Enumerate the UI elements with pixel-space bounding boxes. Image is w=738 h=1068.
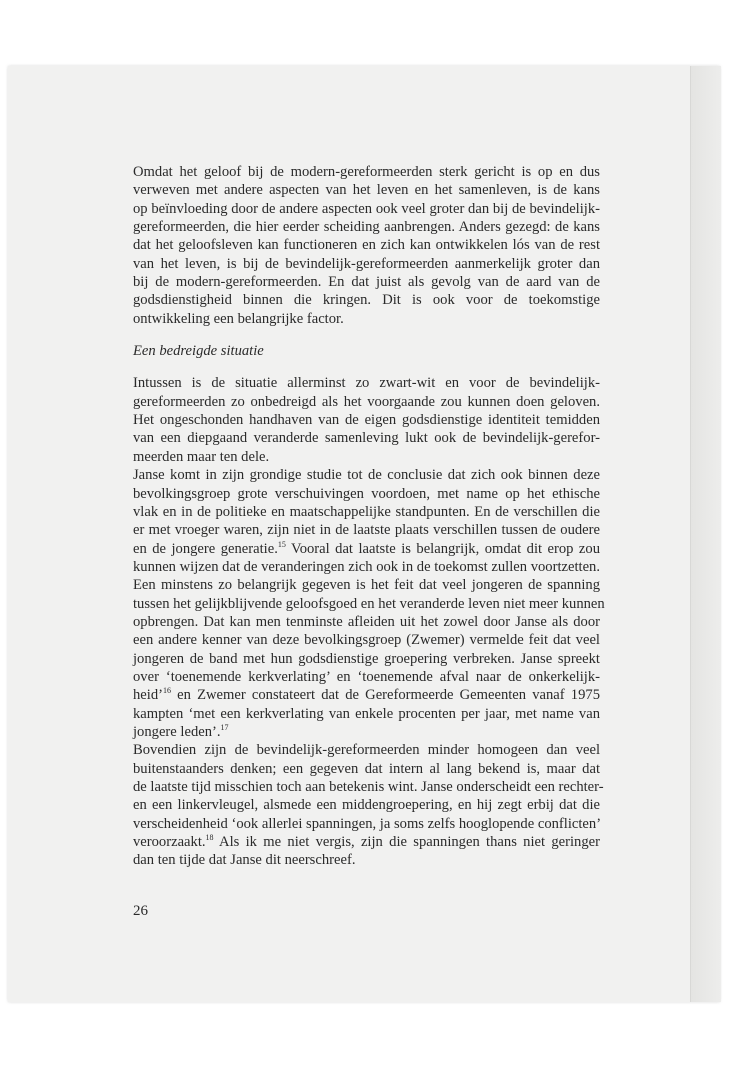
text-line: Bovendien zijn de bevindelijk-gereformeerden minder homogeen dan veel bbox=[133, 742, 600, 759]
text-line: kampten ‘met een kerkverlating van enkele procenten per jaar, met name van bbox=[133, 705, 600, 722]
text-line: veroorzaakt.$^{18}$ Als ik me niet vergis, zijn die spanningen thans niet geringer bbox=[133, 833, 600, 851]
text-line: van het leven, is bij de bevindelijk-gereformeerden aanmerkelijk groter dan bbox=[133, 255, 600, 272]
text-line: Omdat het geloof bij de modern-gereformeerden sterk gericht is op en dus bbox=[133, 164, 600, 180]
text-line: godsdienstigheid binnen die kringen. Dit is ook voor de toekomstige bbox=[133, 292, 600, 309]
text-line: gereformeerden, die hier eerder scheiding aanbrengen. Anders gezegd: de kans bbox=[133, 219, 600, 236]
text-line: kunnen wijzen dat de veranderingen zich ook in de toekomst zullen voortzetten. bbox=[133, 558, 600, 575]
section-bedreigde-situatie bbox=[133, 374, 605, 869]
paragraph bbox=[133, 163, 600, 328]
text-line: dat het geloofsleven kan functioneren en zich kan ontwikkelen lós van de rest bbox=[133, 237, 600, 254]
text-line: tussen het gelijkblijvende geloofsgoed en het veranderde leven niet meer kunnen bbox=[133, 595, 605, 612]
paragraph bbox=[133, 466, 605, 741]
text-line: heid’$^{16}$ en Zwemer constateert dat de Gereformeerde Gemeenten vanaf 1975 bbox=[133, 686, 600, 704]
text-line: ontwikkeling een belangrijke factor. bbox=[133, 310, 344, 327]
page-number: 26 bbox=[133, 903, 148, 919]
page-edge-shadow bbox=[690, 66, 721, 1002]
text-line: opbrengen. Dat kan men tenminste afleiden uit het zowel door Janse als door bbox=[133, 613, 600, 630]
text-line: dan ten tijde dat Janse dit neerschreef. bbox=[133, 852, 356, 869]
text-line: een andere kenner van deze bevolkingsgroep (Zwemer) vermelde feit dat veel bbox=[133, 632, 600, 649]
body-text bbox=[133, 163, 605, 870]
text-line: bevolkingsgroep grote verschuivingen voordoen, met name op het ethische bbox=[133, 485, 600, 502]
text-line: de laatste tijd misschien toch aan betekenis wint. Janse onderscheidt een rechter- bbox=[133, 779, 604, 795]
text-line: Intussen is de situatie allerminst zo zwart-wit en voor de bevindelijk- bbox=[133, 375, 600, 392]
text-line: van een diepgaand veranderde samenleving lukt ook de bevindelijk-gerefor- bbox=[133, 430, 600, 447]
text-line: Een minstens zo belangrijk gegeven is het feit dat veel jongeren de spanning bbox=[133, 577, 600, 594]
text-line: jongere leden’.$^{17}$ bbox=[133, 722, 229, 740]
text-line: Janse komt in zijn grondige studie tot de conclusie dat zich ook binnen deze bbox=[133, 467, 600, 484]
text-line: vlak en in de politieke en maatschappelijke standpunten. En de verschillen die bbox=[133, 503, 600, 520]
text-line: jongeren de band met hun godsdienstige groepering verbreken. Janse spreekt bbox=[133, 650, 600, 667]
text-line: en de jongere generatie.$^{15}$ Vooral dat laatste is belangrijk, omdat dit erop zou bbox=[133, 539, 600, 557]
text-line: bij de modern-gereformeerden. En dat juist als gevolg van de aard van de bbox=[133, 274, 600, 291]
footnote-ref: 16 bbox=[163, 686, 171, 696]
footnote-ref: 15 bbox=[277, 539, 286, 549]
section-intro bbox=[133, 163, 600, 328]
text-line: over ‘toenemende kerkverlating’ en ‘toenemende afval naar de onkerkelijk- bbox=[133, 668, 600, 685]
paragraph bbox=[133, 741, 604, 869]
text-line: meerden maar ten dele. bbox=[133, 448, 270, 465]
section-heading: Een bedreigde situatie bbox=[133, 343, 264, 360]
text-line: verscheidenheid ‘ook allerlei spanningen, ja soms zelfs hooglopende conflicten’ bbox=[133, 815, 602, 832]
footnote-ref: 18 bbox=[205, 833, 214, 843]
text-line: buitenstaanders denken; een gegeven dat intern al lang bekend is, maar dat bbox=[133, 760, 600, 777]
footnote-ref: 17 bbox=[220, 722, 229, 732]
text-line: op beïnvloeding door de andere aspecten ook veel groter dan bij de bevindelijk- bbox=[133, 200, 600, 217]
text-line: Het ongeschonden handhaven van de eigen godsdienstige identiteit temidden bbox=[133, 412, 600, 429]
text-line: en een linkervleugel, alsmede een middengroepering, en hij zegt erbij dat die bbox=[133, 797, 600, 814]
paragraph bbox=[133, 374, 600, 466]
text-line: gereformeerden zo onbedreigd als het voorgaande zou kunnen doen geloven. bbox=[133, 393, 600, 410]
text-line: verweven met andere aspecten van het leven en het samenleven, is de kans bbox=[133, 182, 600, 199]
text-line: er met vroeger waren, zijn niet in de laatste plaats verschillen tussen de oudere bbox=[133, 522, 600, 539]
